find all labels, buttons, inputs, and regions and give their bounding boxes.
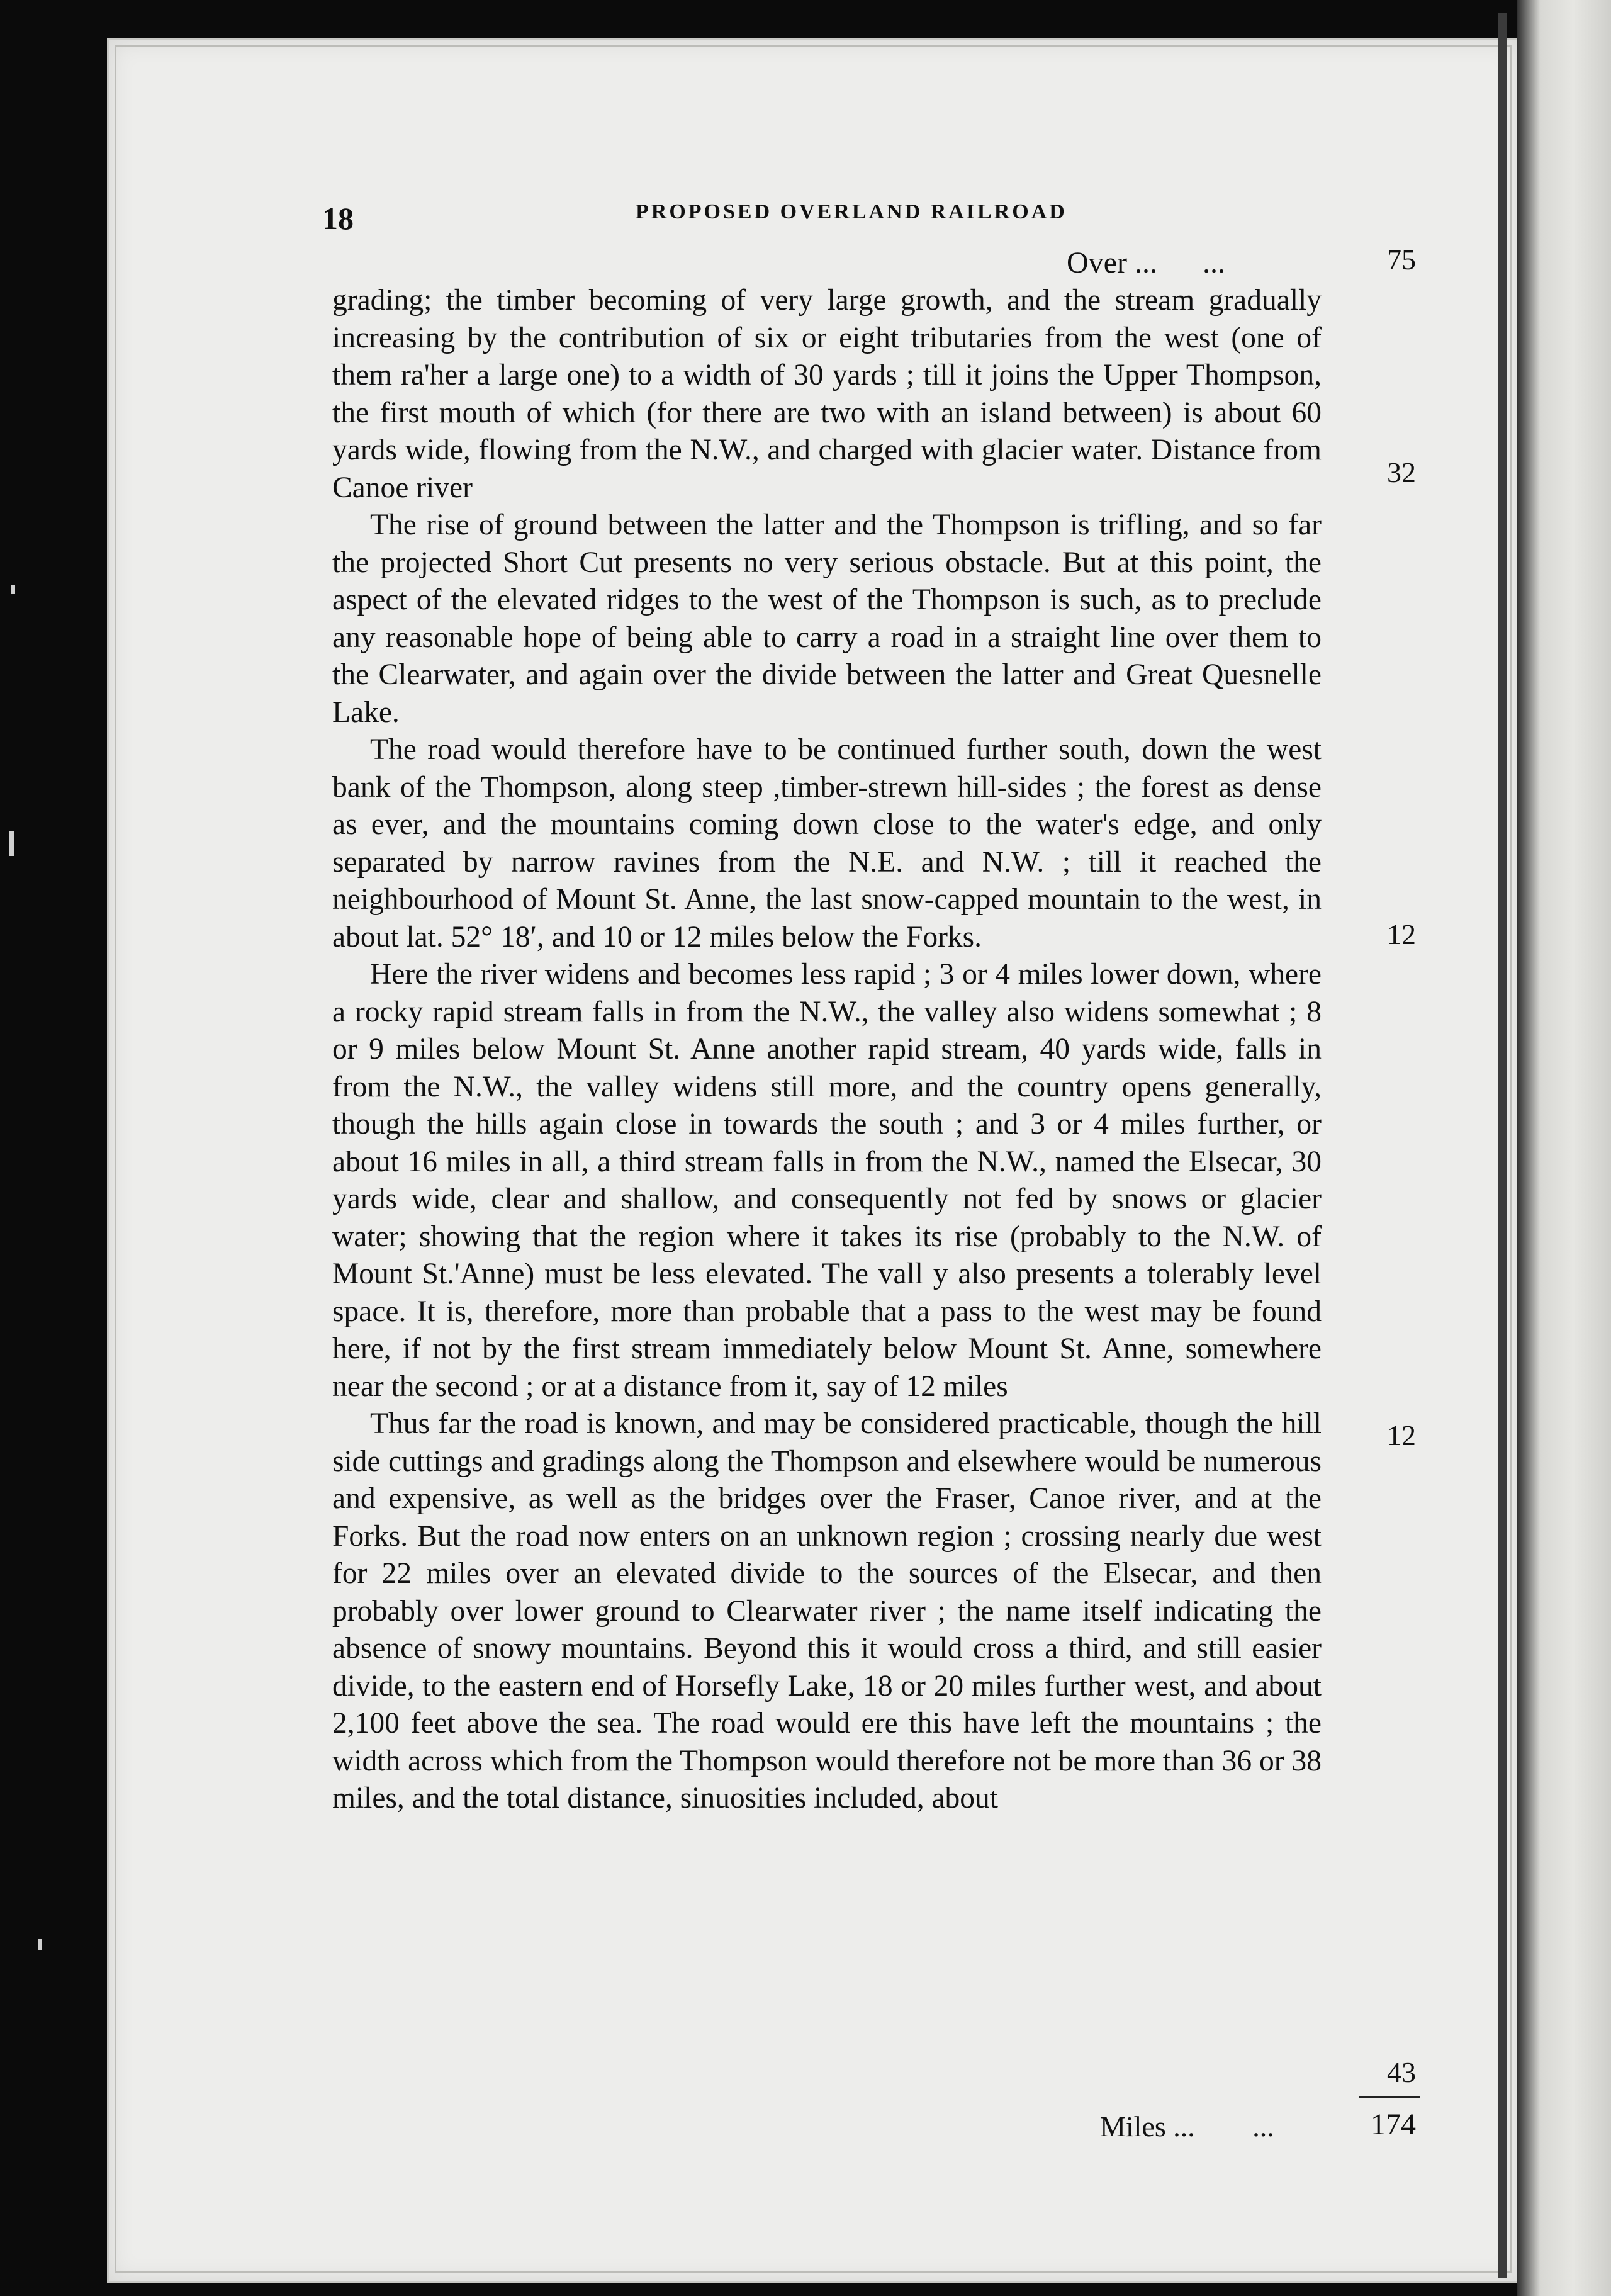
scan-speck	[11, 585, 15, 594]
leader-dots: ...	[1173, 2110, 1195, 2142]
leader-dots: ...	[1134, 246, 1157, 279]
paragraph: grading; the timber becoming of very large growth, and the stream gradually increasing by the contribution of six or eight tributaries from the west (one of them ra'her a large one) to a width of 30 yards ; till it joins the Upper Thompson, the first mouth of which (for there are two with an island between) is about 60 yards wide, flowing from the N.W., and charged with glacier water. Distance from Canoe river	[332, 284, 1322, 504]
paragraph: The road would therefore have to be continued further south, down the west bank of the Thompson, along steep ,timber-strewn hill-sides ; the forest as dense as ever, and the mountains coming down close to the water's edge, and only separated by narrow ravines from the N.E. and N.W. ; till it reached the neighbourhood of Mount St. Anne, the last snow-capped mountain to the west, in about lat. 52° 18′, and 10 or 12 miles below the Forks.	[332, 733, 1322, 954]
leader-dots: ...	[1202, 246, 1225, 279]
sum-rule	[1359, 2096, 1420, 2098]
carried-over-value: 75	[1387, 244, 1416, 276]
total-label: Miles	[1100, 2110, 1166, 2142]
paragraph: The rise of ground between the latter and the Thompson is trifling, and so far the projected Short Cut presents no very serious obstacle. But at this point, the aspect of the elevated ridges to the west of the Thompson is such, as to preclude any reasonable hope of being able to carry a road in a straight line over them to the Clearwater, and again over the divide between the latter and Great Quesnelle Lake.	[332, 509, 1322, 729]
total-miles-value: 174	[1371, 2108, 1416, 2141]
body-text	[332, 282, 1322, 1818]
scan-speck	[38, 1939, 42, 1950]
margin-distance: 12	[1387, 918, 1416, 950]
binding-edge-line	[1498, 13, 1507, 2278]
running-head: PROPOSED OVERLAND RAILROAD	[636, 200, 1067, 223]
paragraph: Thus far the road is known, and may be considered practicable, though the hill side cuttings and gradings along the Thompson and elsewhere would be numerous and expensive, as well as the bridges over the Fraser, Canoe river, and at the Forks. But the road now enters on an unknown region ; crossing nearly due west for 22 miles over an elevated divide to the sources of the Elsecar, and then probably over lower ground to Clearwater river ; the name itself indicating the absence of snowy mountains. Beyond this it would cross a third, and still easier divide, to the eastern end of Horsefly Lake, 18 or 20 miles further west, and about 2,100 feet above the sea. The road would ere this have left the mountains ; the width across which from the Thompson would therefore not be more than 36 or 38 miles, and the total distance, sinuosities included, about	[332, 1407, 1322, 1815]
margin-distance: 43	[1387, 2056, 1416, 2088]
facing-page-edge	[1517, 0, 1611, 2296]
page-number: 18	[322, 201, 354, 236]
carried-over-label: Over	[1067, 246, 1127, 279]
paragraph: Here the river widens and becomes less rapid ; 3 or 4 miles lower down, where a rocky rapid stream falls in from the N.W., the valley also widens somewhat ; 8 or 9 miles below Mount St. Anne another rapid stream, 40 yards wide, falls in from the N.W., the valley widens still more, and the country opens generally, though the hills again close in towards the south ; and 3 or 4 miles further, or about 16 miles in all, a third stream falls in from the N.W., named the Elsecar, 30 yards wide, clear and shallow, and consequently not fed by snows or glacier water; showing that the region where it takes its rise (probably to the N.W. of Mount St.'Anne) must be less elevated. The vall y also presents a tolerably level space. It is, therefore, more than probable that a pass to the west may be found here, if not by the first stream immediately below Mount St. Anne, somewhere near the second ; or at a distance from it, say of 12 miles	[332, 958, 1322, 1403]
carried-over-line	[1067, 245, 1225, 280]
leader-dots: ...	[1252, 2110, 1274, 2142]
scan-speck	[9, 831, 14, 856]
margin-distance: 32	[1387, 456, 1416, 488]
total-miles-line	[1100, 2110, 1274, 2143]
margin-distance: 12	[1387, 1419, 1416, 1451]
